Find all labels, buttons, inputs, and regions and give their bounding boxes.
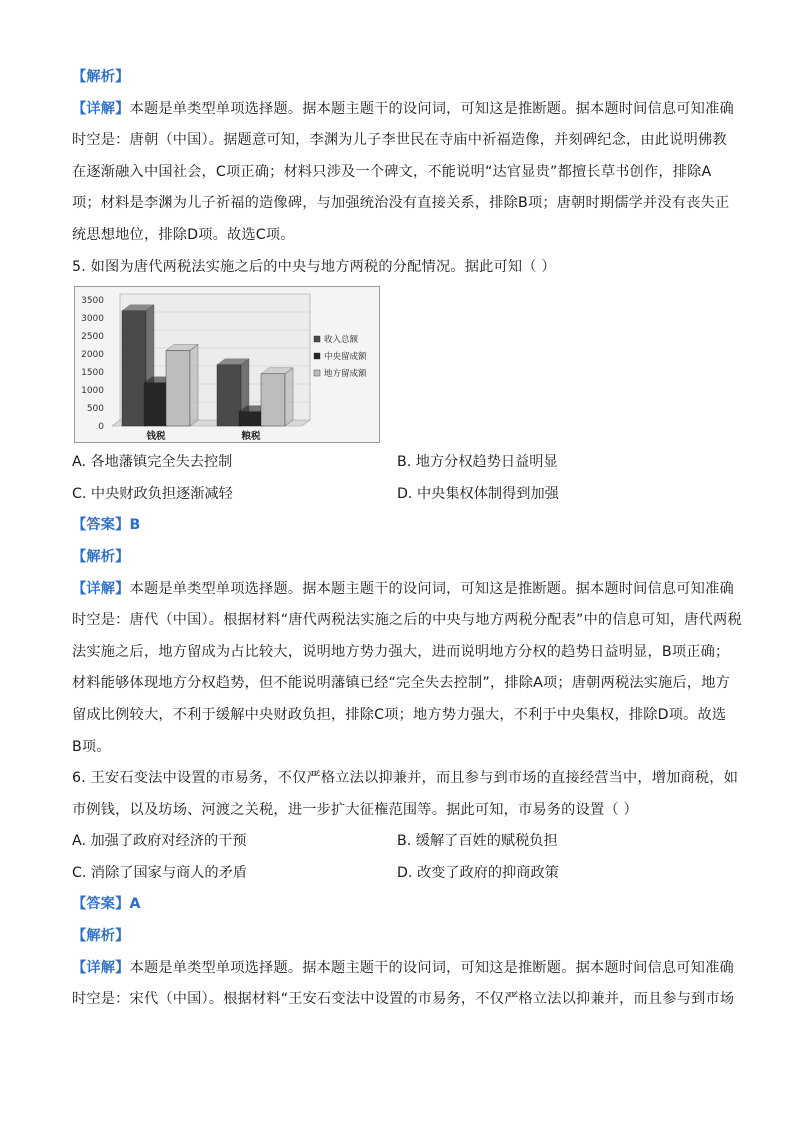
option-a[interactable]: A. 加强了政府对经济的干预 [72,833,247,850]
answer-label: 【答案】A [72,896,141,913]
detail-line: 在逐渐融入中国社会，C项正确；材料只涉及一个碑文，不能说明“达官显贵”都擅长草书创作，排除A [72,163,712,180]
analysis-heading: 【解析】 [72,548,130,565]
option-b[interactable]: B. 地方分权趋势日益明显 [397,454,558,471]
bar [261,374,285,426]
question-5-options-row [72,479,722,511]
y-tick-label: 2000 [81,350,104,361]
y-tick-label: 2500 [81,332,104,343]
question-6-options-row [72,858,722,890]
detail-tag: 【详解】 [72,959,130,976]
detail-line: 法实施之后，地方留成为占比较大，说明地方势力强大，进而说明地方分权的趋势日益明显，B项正确； [72,643,730,660]
legend-label: 地方留成额 [324,369,367,380]
y-tick-label: 1000 [81,386,104,397]
detail-line [72,953,734,985]
answer-line [72,510,722,542]
y-tick-label: 1500 [81,368,104,379]
detail-tag: 【详解】 [72,580,130,597]
question-5-stem: 5. 如图为唐代两税法实施之后的中央与地方两税的分配情况。据此可知（ ） [72,258,556,275]
x-tick-label: 粮税 [241,431,261,443]
detail-line: 留成比例较大，不利于缓解中央财政负担，排除C项；地方势力强大，不利于中央集权，排除D项。故选 [72,706,727,723]
legend-label: 中央留成额 [324,352,367,363]
bar [144,383,168,426]
question-6-stem: 6. 王安石变法中设置的市易务，不仅严格立法以抑兼并，而且参与到市场的直接经营当中，增加商税，如 [72,770,739,787]
question-5-options-row [72,447,722,479]
detail-line: 材料能够体现地方分权趋势，但不能说明藩镇已经“完全失去控制”，排除A项；唐朝两税法实施后，地方 [72,675,731,692]
bar [122,311,146,426]
y-tick-label: 3000 [81,314,104,325]
legend-swatch [314,336,320,342]
detail-text: 本题是单类型单项选择题。据本题主题干的设问词，可知这是推断题。据本题时间信息可知准确 [129,100,734,117]
analysis-heading: 【解析】 [72,928,130,945]
answer-label: 【答案】B [72,517,141,534]
y-tick-label: 3500 [81,296,104,307]
analysis-heading: 【解析】 [72,69,130,85]
detail-tag: 【详解】 [72,100,130,117]
detail-line: 时空是：唐代（中国）。根据材料“唐代两税法实施之后的中央与地方两税分配表”中的信息可知，唐代两税 [72,612,742,629]
detail-line [72,94,734,126]
detail-line: 统思想地位，排除D项。故选C项。 [72,226,295,243]
legend-label: 收入总额 [324,335,359,346]
tax-distribution-chart [74,286,380,443]
question-6-stem: 市例钱，以及坊场、河渡之关税，进一步扩大征権范围等。据此可知，市易务的设置（ ） [72,801,638,818]
question-6-options-row [72,826,722,858]
bar [166,351,190,427]
legend-swatch [314,370,320,376]
option-a[interactable]: A. 各地藩镇完全失去控制 [72,454,233,471]
detail-line: 项；材料是李渊为儿子祈福的造像碑，与加强统治没有直接关系，排除B项；唐朝时期儒学并没有丧失正 [72,195,730,212]
detail-line [72,574,734,606]
detail-text: 本题是单类型单项选择题。据本题主题干的设问词，可知这是推断题。据本题时间信息可知准确 [129,959,734,976]
legend-swatch [314,353,320,359]
detail-line: B项。 [72,738,111,755]
detail-line: 时空是：唐朝（中国）。据题意可知，李渊为儿子李世民在寺庙中祈福造像，并刻碑纪念，由此说明佛教 [72,132,727,149]
detail-line: 时空是：宋代（中国）。根据材料“王安石变法中设置的市易务，不仅严格立法以抑兼并，而且参与到市场 [72,991,735,1008]
bar [217,365,241,426]
bar-side [285,368,293,426]
bar-side [190,345,198,427]
page-content [72,62,742,1016]
option-d[interactable]: D. 改变了政府的抑商政策 [397,864,559,881]
bar-chart-svg [74,286,380,443]
detail-text: 本题是单类型单项选择题。据本题主题干的设问词，可知这是推断题。据本题时间信息可知准确 [129,580,734,597]
x-tick-label: 钱税 [146,431,166,443]
bar [239,412,263,426]
option-b[interactable]: B. 缓解了百姓的赋税负担 [397,833,558,850]
y-tick-label: 500 [86,404,104,415]
option-c[interactable]: C. 中央财政负担逐渐减轻 [72,485,233,502]
option-d[interactable]: D. 中央集权体制得到加强 [397,485,559,502]
option-c[interactable]: C. 消除了国家与商人的矛盾 [72,864,247,881]
y-tick-label: 0 [98,422,104,433]
answer-line [72,889,722,921]
